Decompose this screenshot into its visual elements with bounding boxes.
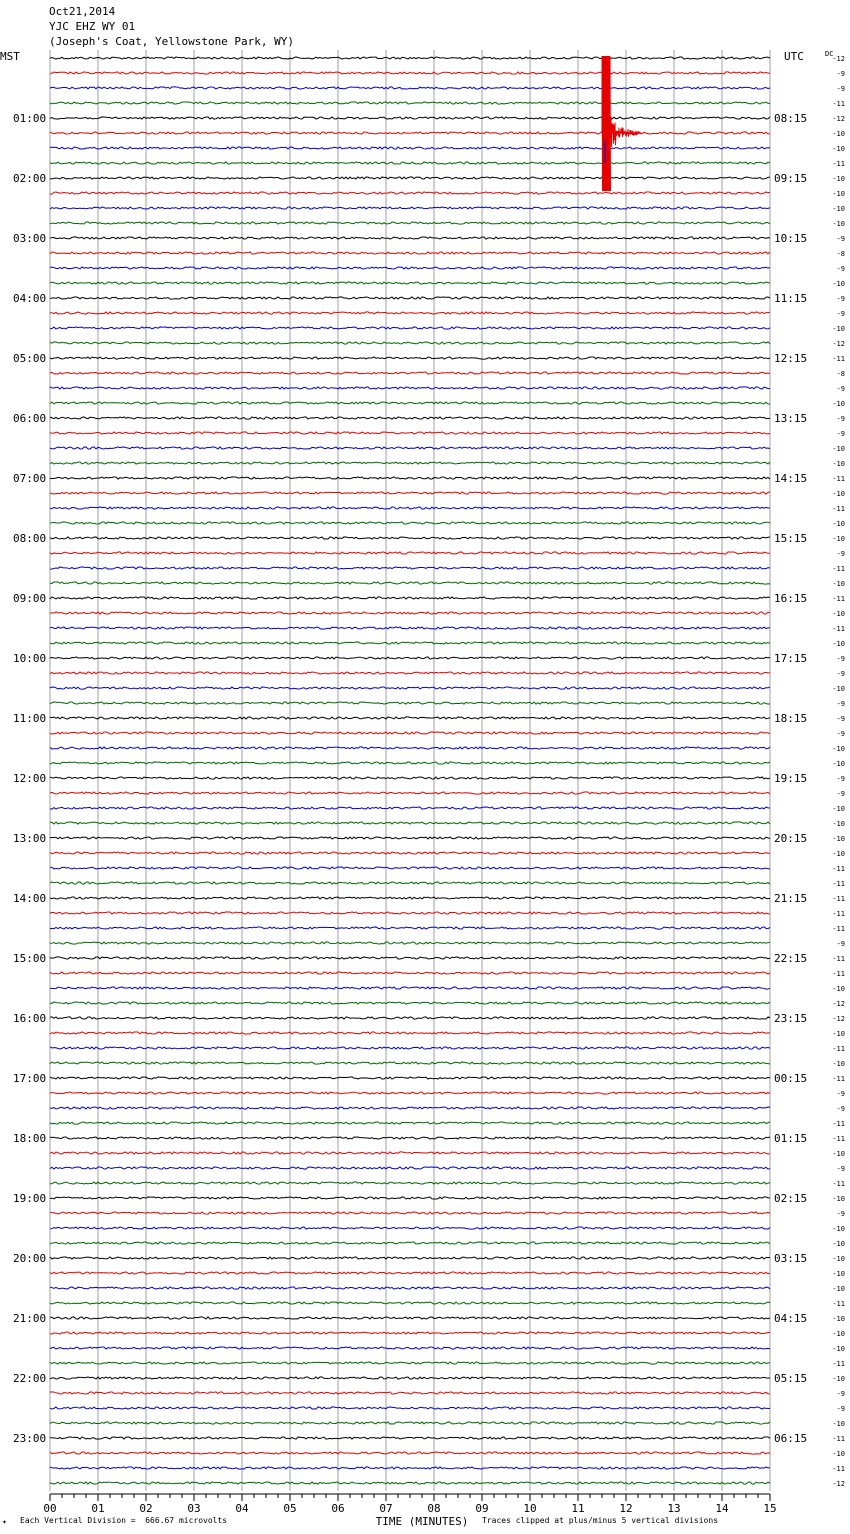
dc-offset-value: -10: [832, 460, 845, 468]
footer-logo: ✦: [2, 1517, 7, 1526]
right-hour-label: 16:15: [774, 592, 808, 605]
dc-offset-value: -10: [832, 205, 845, 213]
dc-offset-value: -9: [836, 1405, 845, 1413]
right-hour-label: 22:15: [774, 952, 808, 965]
dc-offset-value: -11: [832, 970, 845, 978]
seismic-trace: [50, 912, 770, 914]
seismic-trace: [50, 1332, 770, 1334]
right-hour-label: 06:15: [774, 1432, 808, 1445]
x-tick-label: 12: [619, 1502, 633, 1515]
seismic-trace: [50, 402, 770, 404]
seismic-trace: [50, 537, 770, 539]
left-hour-label: 16:00: [13, 1012, 47, 1025]
seismic-trace: [50, 147, 770, 149]
dc-offset-value: -11: [832, 925, 845, 933]
seismic-trace: [50, 987, 770, 989]
dc-offset-value: -9: [836, 265, 845, 273]
seismic-trace: [50, 1137, 770, 1139]
dc-offset-value: -10: [832, 1285, 845, 1293]
dc-offset-value: -9: [836, 700, 845, 708]
left-hour-label: 17:00: [13, 1072, 47, 1085]
left-hour-label: 05:00: [13, 352, 47, 365]
seismic-trace: [50, 597, 770, 599]
seismic-trace: [50, 1152, 770, 1154]
dc-offset-value: -9: [836, 1105, 845, 1113]
dc-offset-value: -12: [832, 1480, 845, 1488]
dc-offset-value: -9: [836, 775, 845, 783]
dc-label: DC: [825, 50, 834, 58]
x-axis-label: TIME (MINUTES): [375, 1515, 469, 1528]
dc-offset-value: -10: [832, 610, 845, 618]
dc-offset-value: -10: [832, 1345, 845, 1353]
dc-offset-value: -10: [832, 280, 845, 288]
x-tick-label: 07: [379, 1502, 393, 1515]
seismic-trace: [50, 1347, 770, 1349]
time-grid: [50, 50, 770, 1491]
seismic-trace: [50, 1227, 770, 1229]
dc-offset-value: -9: [836, 85, 845, 93]
dc-offset-value: -11: [832, 1300, 845, 1308]
right-hour-label: 21:15: [774, 892, 808, 905]
dc-offset-value: -9: [836, 235, 845, 243]
dc-offset-value: -10: [832, 145, 845, 153]
left-hour-label: 01:00: [13, 112, 47, 125]
dc-offset-value: -11: [832, 1465, 845, 1473]
left-hour-label: 12:00: [13, 772, 47, 785]
right-hour-label: 13:15: [774, 412, 808, 425]
dc-offset-value: -10: [832, 850, 845, 858]
seismic-trace: [50, 1107, 770, 1109]
seismic-trace: [50, 1197, 770, 1199]
dc-offset-value: -10: [832, 1225, 845, 1233]
dc-offset-value: -11: [832, 880, 845, 888]
station-location: (Joseph's Coat, Yellowstone Park, WY): [49, 35, 295, 48]
dc-offset-value: -10: [832, 640, 845, 648]
right-hour-label: 12:15: [774, 352, 808, 365]
dc-offset-value: -10: [832, 1030, 845, 1038]
right-hour-label: 01:15: [774, 1132, 808, 1145]
seismic-trace: [50, 1422, 770, 1424]
dc-offset-value: -10: [832, 175, 845, 183]
left-hour-label: 02:00: [13, 172, 47, 185]
x-tick-label: 13: [667, 1502, 681, 1515]
seismic-trace: [50, 342, 770, 344]
seismic-trace: [50, 1257, 770, 1259]
seismic-trace: [50, 312, 770, 314]
x-tick-label: 00: [43, 1502, 57, 1515]
dc-offset-value: -8: [836, 250, 845, 258]
dc-offset-value: -12: [832, 55, 845, 63]
dc-offset-value: -12: [832, 1015, 845, 1023]
seismic-trace: [50, 1452, 770, 1454]
dc-offset-value: -10: [832, 1240, 845, 1248]
left-hour-label: 14:00: [13, 892, 47, 905]
left-hour-label: 09:00: [13, 592, 47, 605]
right-hour-label: 04:15: [774, 1312, 808, 1325]
seismic-trace: [50, 327, 770, 329]
dc-offset-value: -11: [832, 1045, 845, 1053]
seismic-trace: [50, 387, 770, 389]
right-hour-label: 17:15: [774, 652, 808, 665]
seismic-trace: [50, 1032, 770, 1034]
dc-offset-value: -10: [832, 1195, 845, 1203]
dc-offset-value: -10: [832, 1375, 845, 1383]
dc-offset-value: -12: [832, 115, 845, 123]
seismic-trace: [50, 807, 770, 809]
seismic-trace: [50, 522, 770, 524]
seismic-trace: [50, 1482, 770, 1484]
seismic-trace: [50, 1242, 770, 1244]
right-timezone-label: UTC: [784, 50, 804, 63]
dc-offset-value: -10: [832, 1270, 845, 1278]
chart-date: Oct21,2014: [49, 5, 116, 18]
left-timezone-label: MST: [0, 50, 20, 63]
seismic-trace: [50, 1362, 770, 1364]
dc-offset-value: -9: [836, 430, 845, 438]
right-hour-label: 19:15: [774, 772, 808, 785]
scale-note: Each Vertical Division = 666.67 microvolts: [20, 1516, 228, 1525]
dc-offset-value: -10: [832, 835, 845, 843]
seismic-trace: [50, 717, 770, 719]
dc-offset-value: -11: [832, 1135, 845, 1143]
right-hour-label: 03:15: [774, 1252, 808, 1265]
seismic-trace: [50, 1077, 770, 1079]
dc-offset-value: -9: [836, 415, 845, 423]
seismic-trace: [50, 507, 770, 509]
dc-offset-value: -10: [832, 1420, 845, 1428]
seismic-trace: [50, 792, 770, 794]
trace-group: [50, 56, 770, 1484]
seismic-trace: [50, 1062, 770, 1064]
seismic-trace: [50, 252, 770, 254]
left-hour-label: 08:00: [13, 532, 47, 545]
seismic-trace: [50, 1167, 770, 1169]
dc-offset-value: -9: [836, 730, 845, 738]
right-hour-label: 09:15: [774, 172, 808, 185]
dc-offset-value: -9: [836, 1165, 845, 1173]
dc-offset-value: -10: [832, 985, 845, 993]
dc-offset-value: -10: [832, 190, 845, 198]
dc-offset-value: -10: [832, 1330, 845, 1338]
dc-offset-value: -9: [836, 940, 845, 948]
right-hour-label: 11:15: [774, 292, 808, 305]
dc-offset-value: -11: [832, 1120, 845, 1128]
dc-offset-value: -10: [832, 445, 845, 453]
dc-offset-value: -11: [832, 1075, 845, 1083]
left-hour-label: 20:00: [13, 1252, 47, 1265]
seismic-trace: [50, 207, 770, 209]
seismic-trace: [50, 1467, 770, 1469]
seismic-trace: [50, 1047, 770, 1049]
right-hour-label: 05:15: [774, 1372, 808, 1385]
dc-offset-value: -11: [832, 1435, 845, 1443]
right-hour-label: 00:15: [774, 1072, 808, 1085]
seismic-trace: [50, 117, 770, 119]
seismic-trace: [50, 432, 770, 434]
left-hour-label: 07:00: [13, 472, 47, 485]
dc-offset-value: -10: [832, 580, 845, 588]
seismic-trace: [50, 1407, 770, 1409]
seismic-trace: [50, 1182, 770, 1184]
seismic-trace: [50, 417, 770, 419]
dc-offset-value: -9: [836, 715, 845, 723]
dc-offset-value: -11: [832, 895, 845, 903]
dc-offset-value: -9: [836, 670, 845, 678]
dc-offset-value: -9: [836, 310, 845, 318]
seismic-trace: [50, 1377, 770, 1379]
left-hour-label: 22:00: [13, 1372, 47, 1385]
left-hour-label: 19:00: [13, 1192, 47, 1205]
dc-offset-value: -10: [832, 1255, 845, 1263]
dc-offset-value: -10: [832, 325, 845, 333]
dc-offset-value: -11: [832, 1360, 845, 1368]
left-hour-label: 21:00: [13, 1312, 47, 1325]
right-hour-label: 23:15: [774, 1012, 808, 1025]
dc-offset-value: -10: [832, 400, 845, 408]
dc-offset-value: -9: [836, 790, 845, 798]
right-hour-label: 20:15: [774, 832, 808, 845]
x-tick-label: 04: [235, 1502, 249, 1515]
seismic-trace: [50, 867, 770, 869]
seismic-trace: [50, 492, 770, 494]
dc-offset-value: -10: [832, 535, 845, 543]
seismic-trace: [50, 822, 770, 824]
left-hour-label: 23:00: [13, 1432, 47, 1445]
seismic-trace: [50, 687, 770, 689]
right-hour-label: 18:15: [774, 712, 808, 725]
x-tick-label: 01: [91, 1502, 105, 1515]
left-hour-label: 13:00: [13, 832, 47, 845]
seismic-trace: [50, 942, 770, 944]
seismic-trace: [50, 237, 770, 239]
seismic-trace: [50, 552, 770, 554]
dc-offset-value: -9: [836, 70, 845, 78]
left-hour-label: 10:00: [13, 652, 47, 665]
dc-offset-value: -11: [832, 565, 845, 573]
dc-offset-value: -10: [832, 130, 845, 138]
dc-offset-value: -9: [836, 655, 845, 663]
dc-offset-value: -10: [832, 805, 845, 813]
dc-offset-value: -11: [832, 910, 845, 918]
seismic-trace: [50, 282, 770, 284]
right-hour-label: 02:15: [774, 1192, 808, 1205]
dc-offset-value: -10: [832, 1315, 845, 1323]
seismic-trace: [50, 1302, 770, 1304]
left-hour-label: 03:00: [13, 232, 47, 245]
left-hour-label: 06:00: [13, 412, 47, 425]
right-hour-label: 15:15: [774, 532, 808, 545]
dc-offset-value: -11: [832, 625, 845, 633]
dc-offset-value: -11: [832, 595, 845, 603]
x-tick-label: 08: [427, 1502, 441, 1515]
left-hour-label: 15:00: [13, 952, 47, 965]
x-tick-label: 06: [331, 1502, 345, 1515]
dc-offset-value: -11: [832, 505, 845, 513]
dc-offset-value: -10: [832, 745, 845, 753]
seismic-trace: [50, 267, 770, 269]
seismic-trace: [50, 1392, 770, 1394]
dc-offset-value: -10: [832, 490, 845, 498]
seismic-trace: [50, 882, 770, 884]
dc-offset-value: -11: [832, 160, 845, 168]
dc-offset-value: -10: [832, 1060, 845, 1068]
seismic-trace: [50, 177, 770, 179]
seismic-trace: [50, 372, 770, 374]
dc-offset-value: -11: [832, 865, 845, 873]
seismic-trace: [50, 1272, 770, 1274]
dc-offset-value: -10: [832, 685, 845, 693]
dc-offset-value: -10: [832, 760, 845, 768]
dc-offset-value: -8: [836, 370, 845, 378]
x-tick-label: 02: [139, 1502, 153, 1515]
left-hour-label: 18:00: [13, 1132, 47, 1145]
seismic-trace: [50, 852, 770, 854]
seismic-trace: [50, 582, 770, 584]
dc-offset-value: -9: [836, 295, 845, 303]
seismic-trace: [50, 897, 770, 899]
dc-offset-value: -11: [832, 355, 845, 363]
dc-offset-value: -9: [836, 1210, 845, 1218]
x-tick-label: 05: [283, 1502, 297, 1515]
dc-offset-value: -9: [836, 1090, 845, 1098]
seismic-trace: [50, 642, 770, 644]
station-code: YJC EHZ WY 01: [49, 20, 136, 33]
seismic-trace: [50, 672, 770, 674]
seismic-trace: [50, 927, 770, 929]
seismic-trace: [50, 1212, 770, 1214]
right-hour-label: 10:15: [774, 232, 808, 245]
seismic-trace: [50, 1017, 770, 1019]
seismic-trace: [50, 1437, 770, 1439]
dc-offset-value: -10: [832, 220, 845, 228]
dc-offset-value: -10: [832, 1150, 845, 1158]
dc-offset-value: -11: [832, 955, 845, 963]
x-tick-label: 15: [763, 1502, 777, 1515]
seismic-trace: [50, 657, 770, 659]
dc-offset-value: -10: [832, 520, 845, 528]
seismic-trace: [50, 837, 770, 839]
seismic-trace: [50, 1317, 770, 1319]
seismic-trace: [50, 1287, 770, 1289]
seismic-trace: [50, 102, 770, 104]
seismic-trace: [50, 612, 770, 614]
seismic-trace: [50, 297, 770, 299]
seismic-trace: [50, 567, 770, 569]
seismic-trace: [50, 462, 770, 464]
seismic-trace: [50, 732, 770, 734]
seismic-trace: [50, 702, 770, 704]
seismic-trace: [50, 357, 770, 359]
seismic-trace: [50, 162, 770, 164]
seismic-trace: [50, 747, 770, 749]
left-hour-label: 04:00: [13, 292, 47, 305]
clip-note: Traces clipped at plus/minus 5 vertical divisions: [482, 1516, 719, 1525]
seismic-trace: [50, 132, 770, 134]
seismic-trace: [50, 1092, 770, 1094]
right-hour-label: 08:15: [774, 112, 808, 125]
seismic-trace: [50, 72, 770, 74]
x-tick-label: 14: [715, 1502, 729, 1515]
dc-offset-value: -12: [832, 340, 845, 348]
seismic-trace: [50, 87, 770, 89]
dc-offset-value: -9: [836, 1390, 845, 1398]
seismic-trace: [50, 1122, 770, 1124]
seismic-trace: [50, 762, 770, 764]
seismic-trace: [50, 777, 770, 779]
seismic-trace: [50, 957, 770, 959]
seismic-trace: [50, 477, 770, 479]
seismic-trace: [50, 447, 770, 449]
seismic-trace: [50, 192, 770, 194]
dc-offset-value: -10: [832, 1450, 845, 1458]
x-tick-label: 11: [571, 1502, 585, 1515]
seismic-trace: [50, 972, 770, 974]
x-tick-label: 10: [523, 1502, 537, 1515]
left-hour-label: 11:00: [13, 712, 47, 725]
earthquake-event: [602, 56, 641, 191]
seismic-trace: [50, 1002, 770, 1004]
x-tick-label: 03: [187, 1502, 201, 1515]
right-hour-label: 14:15: [774, 472, 808, 485]
seismic-trace: [50, 627, 770, 629]
seismic-trace: [50, 222, 770, 224]
dc-offset-value: -11: [832, 475, 845, 483]
dc-offset-value: -12: [832, 1000, 845, 1008]
dc-offset-value: -9: [836, 385, 845, 393]
dc-offset-value: -9: [836, 550, 845, 558]
dc-offset-value: -11: [832, 1180, 845, 1188]
x-tick-label: 09: [475, 1502, 489, 1515]
seismic-trace: [50, 57, 770, 59]
dc-offset-value: -11: [832, 100, 845, 108]
dc-offset-value: -10: [832, 820, 845, 828]
